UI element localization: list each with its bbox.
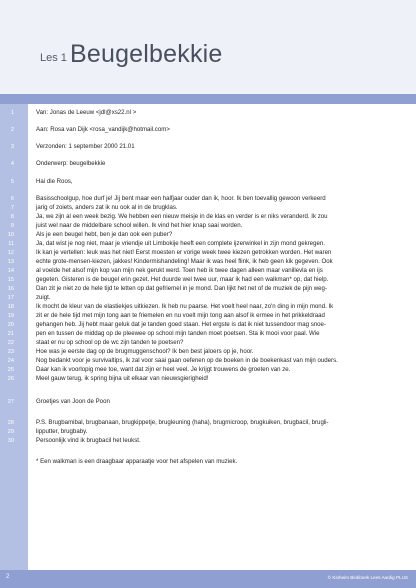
email-signoff: Groetjes van Joon de Poon bbox=[36, 398, 110, 405]
line-number: 13 bbox=[7, 259, 14, 265]
text-line: gehangen heb. Jij hebt maar geluk dat je tanden goed staan. Het ergste is dat ik niet tussendoor mag snoe- bbox=[36, 321, 326, 328]
line-number: 1 bbox=[10, 110, 14, 116]
text-line: juist wel naar de middelbare school willen. Ik vind het hier knap saai worden. bbox=[36, 222, 243, 229]
email-from: Van: Jonas de Leeuw <jdl@xs22.nl > bbox=[36, 109, 137, 116]
text-line: zit er de hele tijd met mijn tong aan te friemelen en nu voelt mijn tong aan alsof ik ermee in het prikkeldraad bbox=[36, 312, 325, 319]
line-number: 25 bbox=[7, 367, 14, 373]
line-number: 14 bbox=[7, 268, 14, 274]
lesson-label: Les 1 bbox=[40, 52, 67, 64]
text-line: Daar kan ik voorlopig mee toe, want dat zijn er heel veel. Je krijgt trouwens de groeten van ze. bbox=[36, 366, 291, 373]
line-number: 4 bbox=[10, 161, 14, 167]
text-line: jarig of zoiets, anders zat ik nu ook al in de brugklas. bbox=[36, 204, 178, 211]
line-number: 6 bbox=[10, 196, 14, 202]
text-line: Basisschoolgup, hoe durf je! Jij bent maar een halfjaar ouder dan ik, hoor. Ik ben toevallig gewoon verkeerd bbox=[36, 195, 326, 202]
copyright-notice: © Kinheim Blokboek Lees Aardig PLUS bbox=[327, 575, 408, 580]
line-number: 5 bbox=[10, 179, 14, 185]
line-number: 19 bbox=[7, 313, 14, 319]
text-line: Hoe was je eerste dag op de brugmuggenschool? Ik ben best jaloers op je, hoor. bbox=[36, 348, 254, 355]
text-line: staat er nu op school op de wc zijn tanden te poetsen? bbox=[36, 339, 184, 346]
line-number: 18 bbox=[7, 304, 14, 310]
text-line: al voelde het alsof mijn kop van mijn nek gerukt werd. Toen heb ik twee dagen alleen maar vanillevla en ijs bbox=[36, 267, 323, 274]
title-area bbox=[0, 0, 416, 90]
line-number: 21 bbox=[7, 331, 14, 337]
text-line: Nog bedankt voor je survivaltips, ik zal voor saai gaan oefenen op de boeken in de boekenkast van mijn ouders. bbox=[36, 357, 338, 364]
header-bar bbox=[0, 94, 416, 104]
line-number: 11 bbox=[8, 241, 14, 247]
line-number: 20 bbox=[7, 322, 14, 328]
postscript-line: lipputter, brugbaby. bbox=[36, 428, 88, 435]
text-line: Ik kan je vertellen: leuk was het niet! Eerst moesten er vorige week twee kiezen getrokken worden. Het waren bbox=[36, 249, 332, 256]
text-line: Ja, we zijn al een week bezig. We hebben een nieuw meisje in de klas en verder is er niks veranderd. Ik zou bbox=[36, 213, 328, 220]
line-number: 26 bbox=[7, 376, 14, 382]
line-number: 12 bbox=[7, 250, 14, 256]
email-subject: Onderwerp: beugelbekkie bbox=[36, 160, 106, 167]
line-number: 24 bbox=[7, 358, 14, 364]
line-number: 30 bbox=[7, 438, 14, 444]
line-number: 15 bbox=[7, 277, 14, 283]
text-line: Meel gauw terug, ik spring bijna uit elkaar van nieuwsgierigheid! bbox=[36, 375, 209, 382]
line-number: 23 bbox=[7, 349, 14, 355]
line-number: 9 bbox=[10, 223, 14, 229]
postscript-line: Persoonlijk vind ik brugbacil het leukst. bbox=[36, 437, 141, 444]
text-line: zuigt. bbox=[36, 294, 51, 301]
line-number: 22 bbox=[7, 340, 14, 346]
email-greeting: Hai die Roos, bbox=[36, 178, 73, 185]
text-line: Ja, dat wist je nog niet, maar je vriendje uit Limbokije heeft een complete ijzerwinkel in zijn mond gekregen. bbox=[36, 240, 325, 247]
email-body bbox=[28, 104, 416, 570]
email-to: Aan: Rosa van Dijk <rosa_vandijk@hotmail.com> bbox=[36, 126, 170, 133]
text-line: echte grote-mensen-kiezen, jakkes! Kindermishandeling! Maar ik was heel flink, ik heb geen kik gegeven. Ook bbox=[36, 258, 333, 265]
line-number: 16 bbox=[7, 286, 14, 292]
line-number-margin bbox=[0, 104, 28, 570]
footnote: * Een walkman is een draagbaar apparaatje voor het afspelen van muziek. bbox=[36, 458, 238, 465]
text-line: Dan zit je niet zo de hele tijd te letten op dat gefriemel in je mond. Dan lijkt het net of de muziek de pijn weg- bbox=[36, 285, 327, 292]
line-number: 8 bbox=[10, 214, 14, 220]
line-number: 27 bbox=[7, 399, 14, 405]
text-line: Als je een beugel hebt, ben je dan ook een puber? bbox=[36, 231, 173, 238]
line-number: 3 bbox=[10, 144, 14, 150]
line-number: 2 bbox=[10, 127, 14, 133]
line-number: 29 bbox=[7, 429, 14, 435]
line-number: 7 bbox=[10, 205, 14, 211]
email-sent: Verzonden: 1 september 2000 21.01 bbox=[36, 143, 135, 150]
text-line: Ik mocht de kleur van de elastiekjes uitkiezen. Ik heb nu paarse. Het voelt heel naar, zo'n ding in mijn mond. Ik bbox=[36, 303, 334, 310]
text-line: gegeten. Gisteren is de beugel erin gezet. Het duurde wel twee uur, maar ik had een walkman* op, dat hielp. bbox=[36, 276, 329, 283]
line-number: 28 bbox=[7, 420, 14, 426]
text-line: pen en tussen de middag op de pleewee op school mijn tanden moet poetsen. Sta ik mooi voor paal. Wie bbox=[36, 330, 320, 337]
postscript-line: P.S. Brugbamibal, brugbanaan, brugkippetje, brugleuning (haha), brugmicroop, brugkuiken, brugbacil, brugli- bbox=[36, 419, 329, 426]
line-number: 10 bbox=[7, 232, 14, 238]
page-title: Beugelbekkie bbox=[70, 40, 223, 68]
line-number: 17 bbox=[7, 295, 14, 301]
page-number: 2 bbox=[6, 574, 10, 580]
